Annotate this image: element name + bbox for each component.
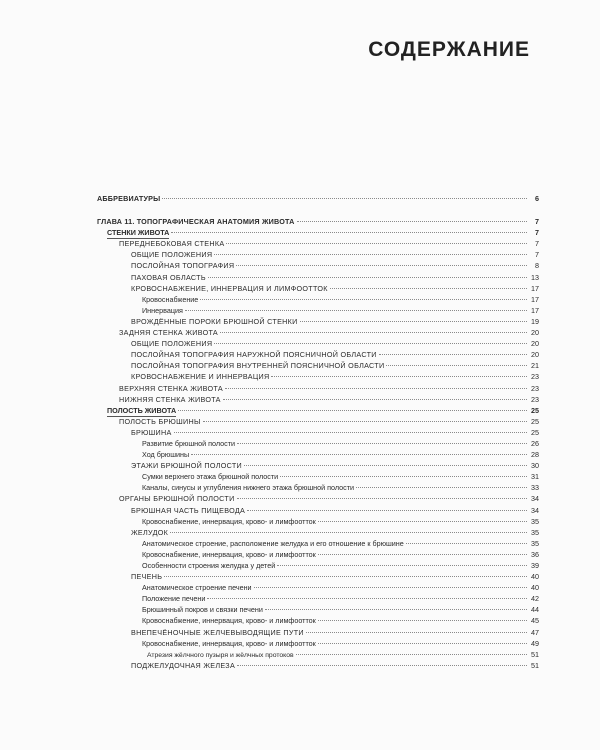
toc-page-number: 49 (531, 638, 539, 648)
toc-page-number: 35 (531, 516, 539, 526)
toc-entry[interactable] (97, 327, 539, 338)
toc-leader-dots (386, 365, 527, 366)
toc-entry-title: АББРЕВИАТУРЫ (97, 194, 161, 203)
toc-page-number: 42 (531, 594, 539, 604)
toc-page-number: 17 (531, 305, 539, 315)
toc-page-number: 28 (531, 450, 539, 460)
toc-entry[interactable] (97, 383, 539, 394)
toc-leader-dots (237, 443, 527, 444)
toc-leader-dots (214, 343, 527, 344)
toc-leader-dots (330, 288, 527, 289)
toc-page-number: 7 (535, 239, 539, 249)
toc-page-number: 40 (531, 583, 539, 593)
toc-entry[interactable] (97, 316, 539, 327)
toc-page-number: 19 (531, 316, 539, 326)
toc-page-number: 33 (531, 483, 539, 493)
toc-entry[interactable] (97, 260, 539, 271)
toc-page-number: 20 (531, 328, 539, 338)
toc-page-number: 6 (535, 194, 539, 203)
toc-page-number: 25 (531, 405, 539, 415)
toc-entry[interactable] (97, 482, 539, 493)
toc-entry-title: Сумки верхнего этажа брюшной полости (142, 472, 279, 482)
toc-entry-title: Кровоснабжение, иннервация, крово- и лимфоотток (142, 638, 316, 648)
toc-entry-title: ПОДЖЕЛУДОЧНАЯ ЖЕЛЕЗА (131, 660, 236, 670)
toc-entry[interactable] (97, 516, 539, 527)
toc-leader-dots (178, 410, 527, 411)
toc-leader-dots (170, 532, 527, 533)
toc-page-number: 35 (531, 538, 539, 548)
toc-entry-title: Особенности строения желудка у детей (142, 561, 276, 570)
toc-entry-title: ЖЕЛУДОК (131, 527, 169, 537)
toc-entry-title: ВНЕПЕЧЁНОЧНЫЕ ЖЕЛЧЕВЫВОДЯЩИЕ ПУТИ (131, 627, 304, 637)
toc-page-number: 39 (531, 561, 539, 570)
toc-page-number: 8 (535, 261, 539, 271)
toc-leader-dots (174, 432, 527, 433)
toc-entry-title: ПОЛОСТЬ БРЮШИНЫ (119, 416, 201, 426)
toc-leader-dots (300, 321, 527, 322)
toc-page-number: 34 (531, 494, 539, 504)
toc-page-number: 7 (535, 217, 539, 227)
toc-leader-dots (244, 465, 527, 466)
toc-leader-dots (207, 598, 527, 599)
toc-entry-title: Каналы, синусы и углубления нижнего этажа брюшной полости (142, 483, 355, 493)
toc-entry-title: ПОСЛОЙНАЯ ТОПОГРАФИЯ НАРУЖНОЙ ПОЯСНИЧНОЙ ОБЛАСТИ (131, 350, 377, 360)
toc-entry-title: Брюшинный покров и связки печени (142, 605, 263, 615)
toc-entry-title: ВРОЖДЁННЫЕ ПОРОКИ БРЮШНОЙ СТЕНКИ (131, 316, 298, 326)
toc-page-number: 30 (531, 461, 539, 471)
toc-entry[interactable] (97, 527, 539, 538)
toc-entry[interactable] (97, 371, 539, 382)
toc-entry-title: КРОВОСНАБЖЕНИЕ И ИННЕРВАЦИЯ (131, 372, 270, 382)
toc-entry-title: ПОЛОСТЬ ЖИВОТА (107, 405, 177, 415)
toc-page-number: 23 (531, 383, 539, 393)
toc-entry-title: ПАХОВАЯ ОБЛАСТЬ (131, 272, 206, 282)
toc-entry[interactable] (97, 394, 539, 405)
toc-entry-title: Анатомическое строение, расположение желудка и его отношение к брюшине (142, 538, 404, 548)
toc-entry-title: ПЕЧЕНЬ (131, 572, 163, 582)
toc-page-number: 26 (531, 438, 539, 448)
toc-entry-title: ОРГАНЫ БРЮШНОЙ ПОЛОСТИ (119, 494, 235, 504)
toc-entry[interactable] (97, 360, 539, 371)
toc-leader-dots (203, 421, 527, 422)
toc-page-number: 20 (531, 350, 539, 360)
toc-page-number: 51 (531, 660, 539, 670)
toc-entry[interactable] (97, 349, 539, 360)
toc-entry-title: Анатомическое строение печени (142, 583, 252, 593)
toc-entry[interactable] (97, 294, 539, 305)
toc-entry-title: КРОВОСНАБЖЕНИЕ, ИННЕРВАЦИЯ И ЛИМФООТТОК (131, 283, 328, 293)
toc-entry[interactable] (97, 305, 539, 316)
toc-entry-title: Кровоснабжение, иннервация, крово- и лимфоотток (142, 516, 316, 526)
toc-entry-title: БРЮШНАЯ ЧАСТЬ ПИЩЕВОДА (131, 505, 246, 515)
toc-page-number: 21 (531, 361, 539, 371)
toc-entry[interactable] (97, 216, 539, 227)
toc-entry[interactable] (97, 604, 539, 615)
toc-entry[interactable] (97, 649, 539, 660)
toc-page-number: 47 (531, 627, 539, 637)
toc-leader-dots (247, 510, 527, 511)
toc-entry-title: НИЖНЯЯ СТЕНКА ЖИВОТА (119, 394, 221, 404)
toc-entry[interactable] (97, 193, 539, 204)
toc-entry[interactable] (97, 627, 539, 638)
toc-leader-dots (237, 498, 527, 499)
toc-entry[interactable] (97, 505, 539, 516)
toc-entry-title: Положение печени (142, 594, 206, 604)
toc-leader-dots (236, 265, 527, 266)
toc-page-number: 34 (531, 505, 539, 515)
toc-page-number: 51 (531, 649, 539, 659)
toc-entry[interactable] (97, 560, 539, 571)
toc-entry-title: Развитие брюшной полости (142, 438, 236, 448)
toc-leader-dots (208, 277, 527, 278)
toc-leader-dots (280, 476, 527, 477)
toc-entry-title: Иннервация (142, 305, 183, 315)
toc-entry[interactable] (97, 615, 539, 626)
toc-leader-dots (265, 609, 527, 610)
toc-entry-title: ЭТАЖИ БРЮШНОЙ ПОЛОСТИ (131, 461, 243, 471)
toc-entry-title: Кровоснабжение (142, 294, 199, 304)
toc-entry-title: ПЕРЕДНЕБОКОВАЯ СТЕНКА (119, 239, 225, 249)
toc-leader-dots (318, 643, 527, 644)
toc-page-number: 7 (535, 228, 539, 238)
toc-page-number: 23 (531, 372, 539, 382)
toc-entry[interactable] (97, 638, 539, 649)
toc-leader-dots (379, 354, 527, 355)
toc-entry[interactable] (97, 227, 539, 238)
toc-leader-dots (164, 576, 527, 577)
toc-leader-dots (254, 587, 527, 588)
toc-entry-title: БРЮШИНА (131, 427, 172, 437)
toc-entry[interactable] (97, 471, 539, 482)
toc-page-number: 25 (531, 416, 539, 426)
toc-leader-dots (226, 243, 527, 244)
toc-leader-dots (277, 565, 527, 566)
toc-entry[interactable] (97, 283, 539, 294)
toc-entry-title: Ход брюшины (142, 450, 190, 460)
toc-entry[interactable] (97, 272, 539, 283)
toc-entry-title: ВЕРХНЯЯ СТЕНКА ЖИВОТА (119, 383, 223, 393)
toc-entry[interactable] (97, 405, 539, 416)
toc-entry-title: ЗАДНЯЯ СТЕНКА ЖИВОТА (119, 328, 219, 338)
page-title: СОДЕРЖАНИЕ (368, 38, 530, 61)
toc-entry-title: ОБЩИЕ ПОЛОЖЕНИЯ (131, 339, 213, 349)
toc-entry-title: ГЛАВА 11. ТОПОГРАФИЧЕСКАЯ АНАТОМИЯ ЖИВОТА (97, 217, 295, 227)
toc-entry[interactable] (97, 338, 539, 349)
toc-leader-dots (223, 399, 527, 400)
toc-leader-dots (185, 310, 527, 311)
toc-entry[interactable] (97, 582, 539, 593)
toc-entry-title: ПОСЛОЙНАЯ ТОПОГРАФИЯ ВНУТРЕННЕЙ ПОЯСНИЧНОЙ ОБЛАСТИ (131, 361, 385, 371)
toc-page-number: 35 (531, 527, 539, 537)
toc-entry[interactable] (97, 416, 539, 427)
toc-entry[interactable] (97, 571, 539, 582)
toc-page-number: 7 (535, 250, 539, 260)
toc-leader-dots (225, 388, 527, 389)
toc-page-number: 31 (531, 472, 539, 482)
table-of-contents (97, 193, 539, 671)
toc-entry-title: ОБЩИЕ ПОЛОЖЕНИЯ (131, 250, 213, 260)
toc-entry[interactable] (97, 449, 539, 460)
toc-entry[interactable] (97, 538, 539, 549)
toc-leader-dots (296, 654, 527, 655)
toc-entry[interactable] (97, 549, 539, 560)
toc-page-number: 17 (531, 294, 539, 304)
toc-leader-dots (318, 521, 527, 522)
toc-entry[interactable] (97, 438, 539, 449)
toc-page-number: 44 (531, 605, 539, 615)
toc-page-number: 25 (531, 427, 539, 437)
toc-leader-dots (162, 198, 527, 199)
toc-page-number: 40 (531, 572, 539, 582)
toc-entry-title: Кровоснабжение, иннервация, крово- и лимфоотток (142, 616, 316, 626)
toc-leader-dots (237, 665, 527, 666)
toc-entry[interactable] (97, 493, 539, 504)
toc-leader-dots (191, 454, 527, 455)
toc-page-number: 36 (531, 549, 539, 559)
toc-entry[interactable] (97, 249, 539, 260)
toc-page-number: 45 (531, 616, 539, 626)
toc-leader-dots (356, 487, 527, 488)
toc-entry-title: СТЕНКИ ЖИВОТА (107, 228, 170, 238)
toc-leader-dots (220, 332, 527, 333)
toc-leader-dots (306, 632, 527, 633)
toc-entry-title: Кровоснабжение, иннервация, крово- и лимфоотток (142, 549, 316, 559)
toc-leader-dots (406, 543, 527, 544)
toc-leader-dots (200, 299, 527, 300)
toc-page-number: 23 (531, 394, 539, 404)
toc-entry-title: Атрезия жёлчного пузыря и жёлчных протоков (147, 651, 294, 659)
toc-entry[interactable] (97, 460, 539, 471)
toc-entry[interactable] (97, 427, 539, 438)
toc-leader-dots (214, 254, 527, 255)
toc-page-number: 17 (531, 283, 539, 293)
toc-leader-dots (271, 376, 527, 377)
toc-leader-dots (297, 221, 527, 222)
toc-page-number: 13 (531, 272, 539, 282)
toc-entry[interactable] (97, 238, 539, 249)
toc-page-number: 20 (531, 339, 539, 349)
toc-entry[interactable] (97, 593, 539, 604)
toc-entry-title: ПОСЛОЙНАЯ ТОПОГРАФИЯ (131, 261, 235, 271)
toc-entry[interactable] (97, 660, 539, 671)
toc-leader-dots (318, 554, 527, 555)
toc-leader-dots (318, 620, 527, 621)
toc-leader-dots (171, 232, 527, 233)
